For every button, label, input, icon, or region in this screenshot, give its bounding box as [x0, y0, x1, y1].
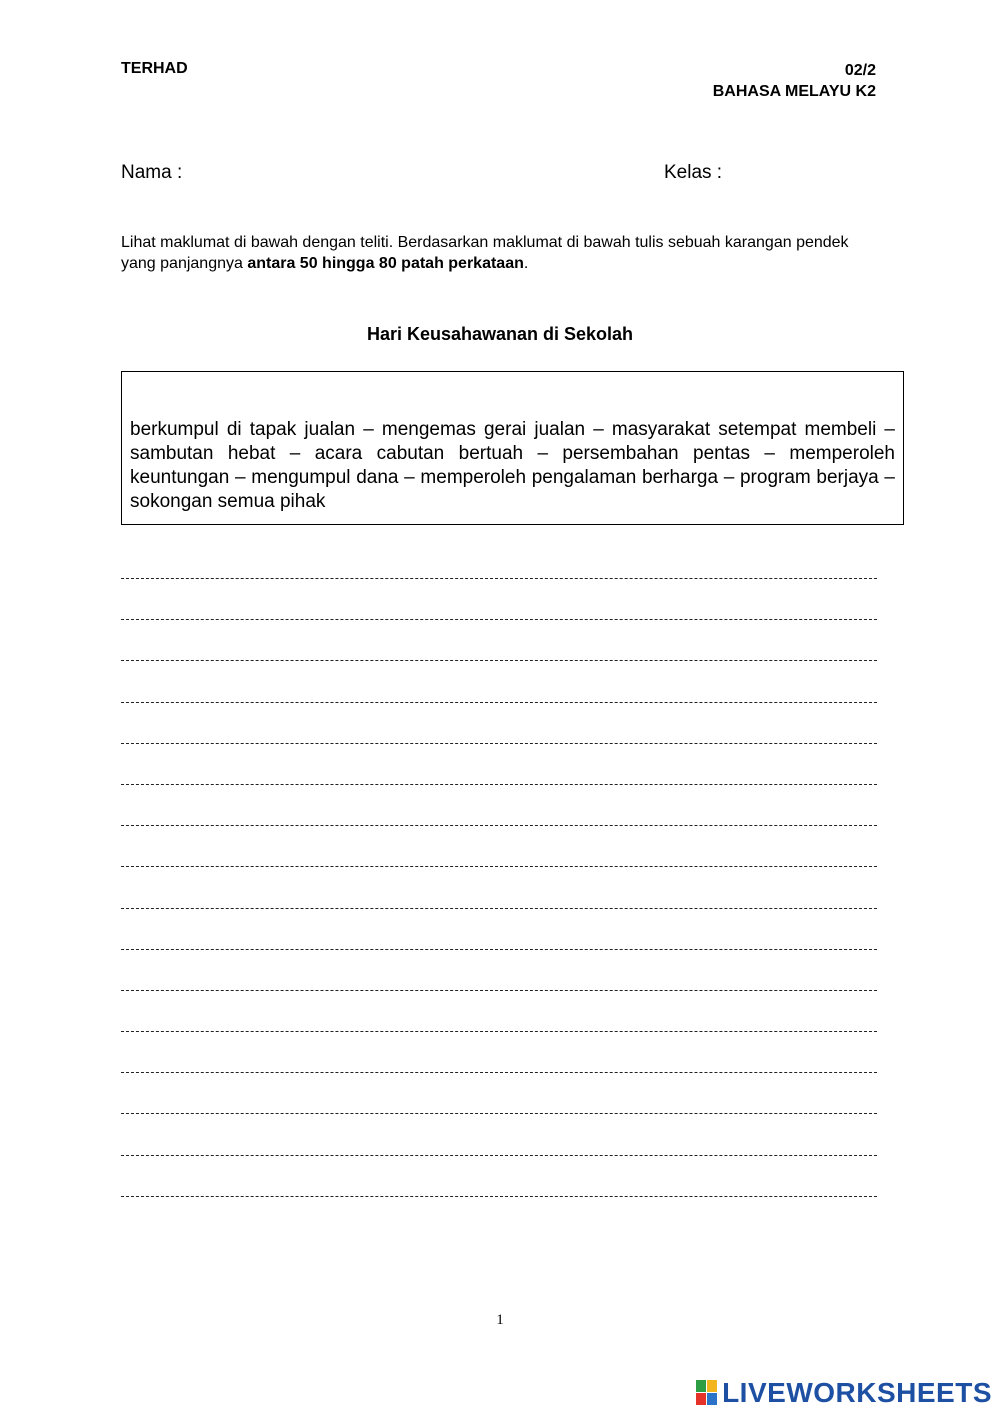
- restriction-label: TERHAD: [121, 60, 188, 77]
- page-number: 1: [496, 1312, 504, 1328]
- answer-line[interactable]: [121, 692, 877, 733]
- answer-line[interactable]: [121, 1021, 877, 1062]
- logo-square: [707, 1380, 717, 1392]
- paper-code-block: [713, 60, 876, 102]
- answer-line[interactable]: [121, 733, 877, 774]
- answer-line[interactable]: [121, 774, 877, 815]
- points-text: berkumpul di tapak jualan – mengemas gerai jualan – masyarakat setempat membeli – sambutan hebat – acara cabutan bertuah – persembahan pentas – memperoleh keuntungan – mengumpul dana – memperoleh pengalaman berharga – program berjaya – sokongan semua pihak: [130, 419, 895, 512]
- answer-line[interactable]: [121, 815, 877, 856]
- logo-square: [707, 1393, 717, 1405]
- name-field-label: Nama :: [121, 162, 183, 183]
- answer-line[interactable]: [121, 1145, 877, 1186]
- answer-area[interactable]: [121, 568, 877, 1227]
- instruction-part1: Lihat maklumat di bawah dengan teliti. Berdasarkan maklumat di bawah tulis sebuah karangan pendek yang panjangnya: [121, 234, 849, 272]
- answer-line[interactable]: [121, 856, 877, 897]
- logo-mark-icon: [696, 1380, 718, 1406]
- answer-line[interactable]: [121, 609, 877, 650]
- answer-line[interactable]: [121, 980, 877, 1021]
- answer-line[interactable]: [121, 568, 877, 609]
- instruction-text: [121, 232, 881, 274]
- instruction-word-count: antara 50 hingga 80 patah perkataan: [247, 255, 524, 272]
- answer-line[interactable]: [121, 1103, 877, 1144]
- liveworksheets-logo: [696, 1376, 992, 1410]
- instruction-part2: .: [523, 255, 529, 272]
- answer-line[interactable]: [121, 1186, 877, 1227]
- answer-line[interactable]: [121, 939, 877, 980]
- logo-square: [696, 1380, 706, 1392]
- answer-line[interactable]: [121, 1062, 877, 1103]
- essay-title: Hari Keusahawanan di Sekolah: [366, 324, 634, 344]
- class-field-label: Kelas :: [664, 162, 723, 183]
- subject-name: BAHASA MELAYU K2: [712, 83, 876, 100]
- answer-line[interactable]: [121, 650, 877, 691]
- points-box: [121, 371, 904, 525]
- logo-text: LIVEWORKSHEETS: [722, 1377, 992, 1408]
- answer-line[interactable]: [121, 898, 877, 939]
- logo-square: [696, 1393, 706, 1405]
- paper-code: 02/2: [844, 62, 876, 79]
